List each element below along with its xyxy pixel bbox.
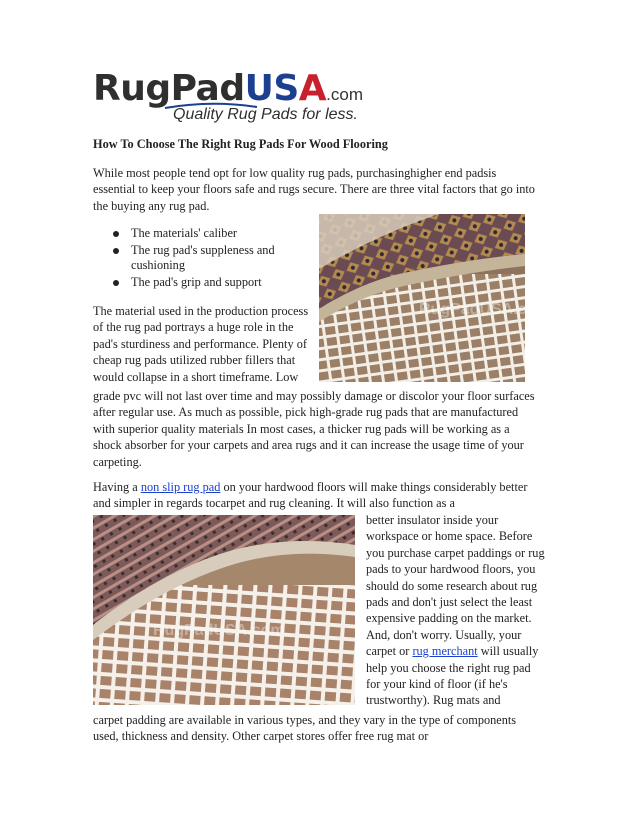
logo-domain-text: .com	[326, 85, 363, 104]
article-title: How To Choose The Right Rug Pads For Wood Flooring	[93, 137, 388, 151]
nonslip-paragraph-tail: carpet padding are available in various types, and they vary in the type of components used, thickness and density. Other carpet stores offer free rug mat or	[93, 713, 517, 744]
list-item: The rug pad's suppleness and cushioning	[93, 243, 308, 274]
rug-merchant-link[interactable]: rug merchant	[412, 644, 478, 659]
rug-pad-photo-1	[319, 214, 551, 382]
side-text-pre: better insulator inside your workspace or home space. Before you purchase carpet paddings or rug pads to your hardwood floors, you should do some research about rug pads and don't just select the least expensive padding on the market. And, don't worry. Usually, your carpet or	[366, 513, 545, 659]
intro-paragraph: While most people tend opt for low quality rug pads, purchasinghigher end padsis essential to keep your floors safe and rugs secure. There are three vital factors that go into the buying any rug pad.	[93, 166, 535, 213]
logo-us-text: US	[244, 68, 299, 109]
nonslip-paragraph-start	[93, 479, 538, 512]
material-paragraph-start: The material used in the production process of the rug pad portrays a huge role in the pad's sturdiness and performance. Plenty of cheap rug pads utilized rubber fillers that would collapse in a short timeframe. Low	[93, 304, 309, 384]
nonslip-text-post: on your hardwood floors will make things considerably better and simpler in regards tocarpet and rug cleaning. It will also function as a	[93, 480, 528, 511]
rugpadusa-logo[interactable]	[93, 68, 363, 126]
material-paragraph-end: grade pvc will not last over time and may possibly damage or discolor your floor surfaces after regular use. As much as possible, pick high-grade rug pads that are manufactured with superior quality materials In most cases, a thicker rug pads will be working as a shock absorber for your carpets and area rugs and it can increase the usage time of your carpeting.	[93, 389, 535, 469]
nonslip-text-pre: Having a	[93, 480, 141, 494]
non-slip-rug-pad-link[interactable]: non slip rug pad	[140, 480, 221, 494]
factor-list	[93, 226, 308, 291]
side-text-post: will usually help you choose the right rug pad for your kind of floor (if he's trustworthy). Rug mats and	[366, 644, 539, 708]
logo-rugpad-text: RugPad	[93, 68, 245, 109]
rug-pad-photo-2	[93, 515, 355, 705]
list-item: The materials' caliber	[93, 226, 308, 242]
logo-tagline: Quality Rug Pads for less.	[173, 106, 358, 123]
photo-watermark: RugPadUSA.com	[419, 301, 551, 318]
list-item: The pad's grip and support	[93, 275, 308, 291]
photo-watermark: RugPadUSA.com	[153, 622, 285, 639]
logo-a-text: A	[298, 68, 327, 109]
nonslip-paragraph-side	[366, 512, 546, 709]
